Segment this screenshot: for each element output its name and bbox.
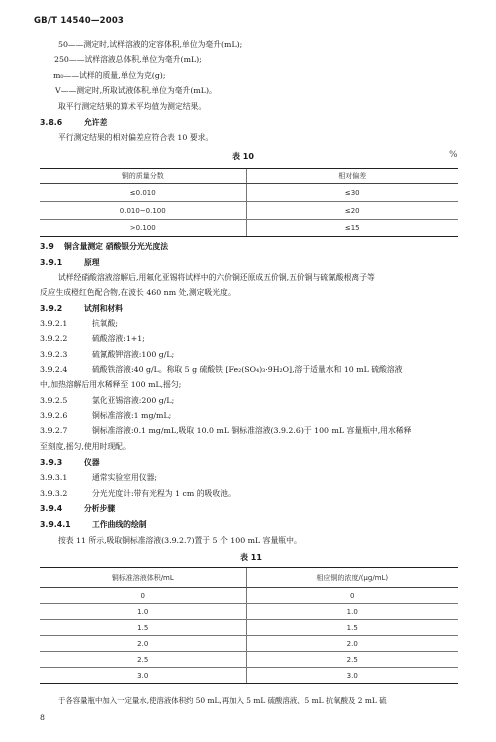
section-3-9-1-text-line2: 反应生成橙红色配合物,在波长 460 nm 处,测定吸光度。 <box>40 288 236 297</box>
table-10-unit-mark: % <box>449 150 458 160</box>
section-3-9-3-heading: 3.9.3 仪器 <box>40 458 100 467</box>
reagent-3-9-2-6: 3.9.2.6 铜标准溶液:1 mg/mL; <box>40 411 172 420</box>
standard-number: GB/T 14540—2003 <box>34 16 125 26</box>
table-row: >0.100 ≤15 <box>40 220 458 237</box>
reagent-3-9-2-7: 3.9.2.7 铜标准溶液:0.1 mg/mL,吸取 10.0 mL 铜标准溶液(3.9.2.6)于 100 mL 容量瓶中,用水稀释 <box>40 426 412 435</box>
section-3-8-6-heading: 3.8.6 允许差 <box>40 118 108 127</box>
section-3-9-1-heading: 3.9.1 原理 <box>40 258 100 267</box>
reagent-3-9-2-4: 3.9.2.4 硫酸铁溶液:40 g/L。称取 5 g 硫酸铁 [Fe₂(SO₄)₃·9H₂O],溶于适量水和 10 mL 硫酸溶液 <box>40 365 403 374</box>
table-row: 0 0 <box>40 588 458 604</box>
section-3-9-1-text-line1: 试样经硝酸溶液溶解后,用氟化亚锡将试样中的六价铜还原成五价铜,五价铜与硫氰酸根离子等 <box>58 273 375 282</box>
table-11-header-volume: 铜标准溶液体积/mL <box>40 568 246 588</box>
table-row: ≤0.010 ≤30 <box>40 184 458 202</box>
final-paragraph-line: 于各容量瓶中加入一定量水,使溶液体积约 50 mL,再加入 5 mL 硫酸溶液、5 mL 抗氧酸及 2 mL 硫 <box>58 696 387 705</box>
table-row: 1.0 1.0 <box>40 604 458 620</box>
reagent-3-9-2-2: 3.9.2.2 硫酸溶液:1+1; <box>40 334 145 343</box>
table-11 <box>40 567 458 684</box>
section-3-9-4-heading: 3.9.4 分析步骤 <box>40 504 116 513</box>
reagent-3-9-2-1: 3.9.2.1 抗氧酸; <box>40 319 119 328</box>
var-def-4: V——测定时,所取试液体积,单位为毫升(mL)。 <box>55 86 217 95</box>
table-10-caption: 表 10 <box>232 152 254 161</box>
section-3-8-6-text: 平行测定结果的相对偏差应符合表 10 要求。 <box>58 133 214 142</box>
var-def-3: m₀——试样的质量,单位为克(g); <box>53 71 166 80</box>
reagent-3-9-2-5: 3.9.2.5 氯化亚锡溶液:200 g/L; <box>40 396 175 405</box>
page-number: 8 <box>40 713 45 722</box>
section-3-9-heading: 3.9 铜含量测定 硝酸银分光光度法 <box>40 242 169 251</box>
table-row: 0.010~0.100 ≤20 <box>40 202 458 220</box>
table-row: 1.5 1.5 <box>40 620 458 636</box>
reagent-3-9-2-4-cont: 中,加热溶解后用水稀释至 100 mL,摇匀; <box>40 380 182 389</box>
table-row: 2.5 2.5 <box>40 652 458 668</box>
table-row: 3.0 3.0 <box>40 668 458 684</box>
table-11-caption: 表 11 <box>240 553 262 562</box>
reagent-3-9-2-7-cont: 至刻度,摇匀,使用时现配。 <box>40 442 131 451</box>
instrument-3-9-3-1: 3.9.3.1 通常实验室用仪器; <box>40 473 158 482</box>
table-10 <box>40 168 458 237</box>
table-10-header-copper: 铜的质量分数 <box>40 169 246 184</box>
table-row: 2.0 2.0 <box>40 636 458 652</box>
instrument-3-9-3-2: 3.9.3.2 分光光度计:带有光程为 1 cm 的吸收池。 <box>40 489 236 498</box>
reagent-3-9-2-3: 3.9.2.3 硫氰酸钾溶液:100 g/L; <box>40 350 175 359</box>
section-3-9-4-1-heading: 3.9.4.1 工作曲线的绘制 <box>40 520 147 529</box>
var-def-1: 50——测定时,试样溶液的定容体积,单位为毫升(mL); <box>58 40 243 49</box>
section-3-9-2-heading: 3.9.2 试剂和材料 <box>40 304 123 313</box>
average-note: 取平行测定结果的算术平均值为测定结果。 <box>58 102 207 111</box>
table-11-header-concentration: 相应铜的浓度/(μg/mL) <box>246 568 458 588</box>
table-10-header-deviation: 相对偏差 <box>246 169 458 184</box>
section-3-9-4-1-text: 按表 11 所示,吸取铜标准溶液(3.9.2.7)置于 5 个 100 mL 容量瓶中。 <box>58 536 302 545</box>
var-def-2: 250——试样溶液总体积,单位为毫升(mL); <box>54 55 202 64</box>
